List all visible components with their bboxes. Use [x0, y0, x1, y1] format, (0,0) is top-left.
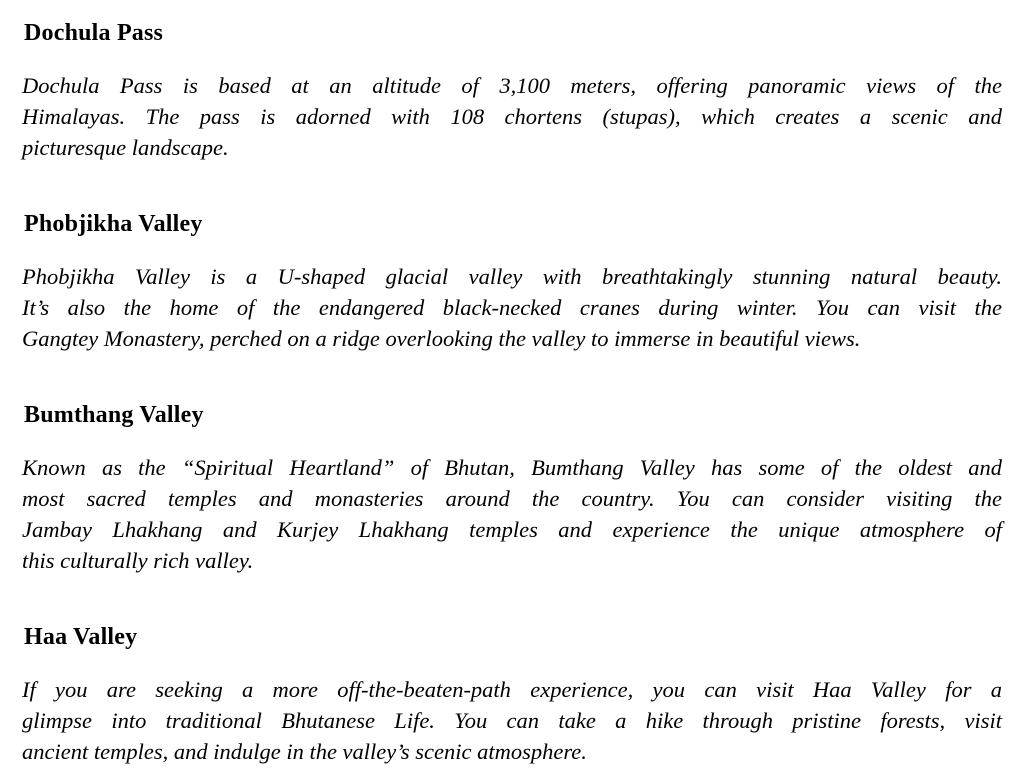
section-bumthang-valley	[22, 400, 1002, 576]
paragraph-line: ancient temples, and indulge in the valley’s scenic atmosphere.	[22, 739, 587, 764]
paragraph-line: Known as the “Spiritual Heartland” of Bhutan, Bumthang Valley has some of the oldest and	[22, 455, 1002, 480]
section-phobjikha-valley	[22, 209, 1002, 354]
section-paragraph	[22, 261, 1002, 354]
paragraph-line: Gangtey Monastery, perched on a ridge overlooking the valley to immerse in beautiful views.	[22, 326, 861, 351]
section-haa-valley	[22, 622, 1002, 767]
paragraph-line: most sacred temples and monasteries around the country. You can consider visiting the	[22, 486, 1002, 511]
section-paragraph	[22, 452, 1002, 576]
section-dochula-pass	[22, 18, 1002, 163]
paragraph-line: Phobjikha Valley is a U-shaped glacial valley with breathtakingly stunning natural beauty.	[22, 264, 1002, 289]
paragraph-line: If you are seeking a more off-the-beaten-path experience, you can visit Haa Valley for a	[22, 677, 1002, 702]
section-paragraph	[22, 70, 1002, 163]
paragraph-line: picturesque landscape.	[22, 135, 229, 160]
paragraph-line: Dochula Pass is based at an altitude of 3,100 meters, offering panoramic views of the	[22, 73, 1002, 98]
paragraph-line: glimpse into traditional Bhutanese Life. You can take a hike through pristine forests, visit	[22, 708, 1002, 733]
paragraph-line: this culturally rich valley.	[22, 548, 254, 573]
paragraph-line: It’s also the home of the endangered black-necked cranes during winter. You can visit the	[22, 295, 1002, 320]
section-heading: Dochula Pass	[24, 20, 164, 46]
section-paragraph	[22, 674, 1002, 767]
paragraph-line: Himalayas. The pass is adorned with 108 chortens (stupas), which creates a scenic and	[22, 104, 1002, 129]
paragraph-line: Jambay Lhakhang and Kurjey Lhakhang temples and experience the unique atmosphere of	[22, 517, 1002, 542]
section-heading: Haa Valley	[24, 624, 138, 650]
section-heading: Bumthang Valley	[24, 402, 204, 428]
section-heading: Phobjikha Valley	[24, 211, 203, 237]
